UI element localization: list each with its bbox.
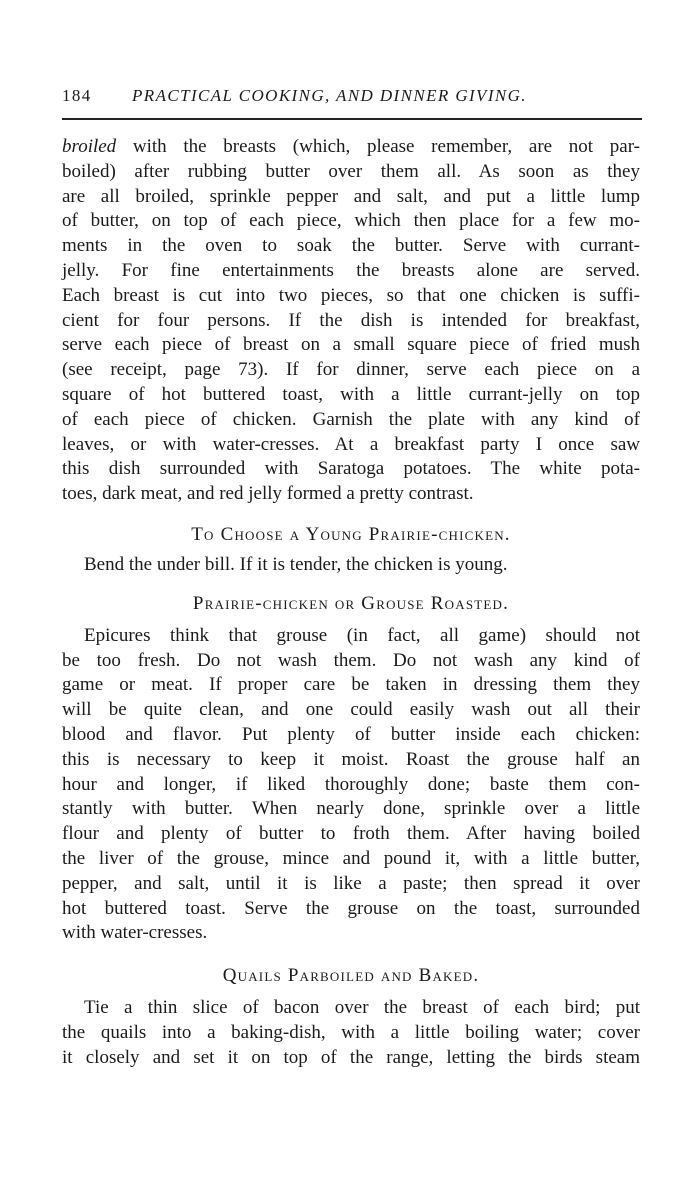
text-line: blood and flavor. Put plenty of butter inside each chicken: (62, 723, 640, 745)
text-line: are all broiled, sprinkle pepper and salt, and put a little lump (62, 185, 640, 207)
text-line: leaves, or with water-cresses. At a breakfast party I once saw (62, 433, 640, 455)
text-line: of butter, on top of each piece, which then place for a few mo- (62, 210, 640, 232)
text-line: ments in the oven to soak the butter. Serve with currant- (62, 235, 640, 257)
text-line: stantly with butter. When nearly done, sprinkle over a little (62, 798, 640, 820)
text-line: the liver of the grouse, mince and pound it, with a little butter, (62, 847, 640, 869)
section-heading-grouse-roasted: Prairie-chicken or Grouse Roasted. (192, 592, 510, 614)
text-line: game or meat. If proper care be taken in dressing them they (62, 674, 640, 696)
header-rule (62, 118, 642, 120)
running-head (62, 86, 642, 110)
text-line: hot buttered toast. Serve the grouse on the toast, surrounded (62, 897, 640, 919)
text-line: with water-cresses. (62, 922, 208, 944)
section-heading-quails-parboiled: Quails Parboiled and Baked. (222, 965, 480, 987)
paragraph-quails-parboiled (62, 996, 640, 1070)
page-number: 184 (62, 86, 92, 105)
text-line: toes, dark meat, and red jelly formed a pretty contrast. (62, 483, 474, 505)
paragraph-broiled-breasts (62, 135, 640, 507)
body-text (62, 135, 640, 1071)
text-line: be too fresh. Do not wash them. Do not wash any kind of (62, 649, 640, 671)
text-line: boiled) after rubbing butter over them all. As soon as they (62, 160, 640, 182)
text-line: (see receipt, page 73). If for dinner, serve each piece on a (62, 359, 640, 381)
text-line: square of hot buttered toast, with a little currant-jelly on top (62, 383, 640, 405)
text-line: Tie a thin slice of bacon over the breast of each bird; put (84, 997, 640, 1019)
text-line: Each breast is cut into two pieces, so that one chicken is suffi- (62, 284, 640, 306)
text-line: of each piece of chicken. Garnish the plate with any kind of (62, 408, 640, 430)
italic-word: broiled (62, 136, 117, 157)
paragraph-choose-prairie-chicken (62, 553, 640, 578)
text-line: broiled with the breasts (which, please remember, are not par- (62, 136, 640, 157)
text-line: Epicures think that grouse (in fact, all game) should not (84, 624, 640, 646)
section-heading-choose-prairie-chicken: To Choose a Young Prairie-chicken. (191, 523, 511, 545)
text-line: Bend the under bill. If it is tender, the chicken is young. (84, 553, 508, 575)
text-line: pepper, and salt, until it is like a paste; then spread it over (62, 872, 640, 894)
text-line: this is necessary to keep it moist. Roast the grouse half an (62, 748, 640, 770)
text-line: flour and plenty of butter to froth them. After having boiled (62, 823, 640, 845)
text-line: cient for four persons. If the dish is intended for breakfast, (62, 309, 640, 331)
paragraph-grouse-roasted (62, 624, 640, 946)
running-title: PRACTICAL COOKING, AND DINNER GIVING. (132, 86, 527, 105)
text-line: this dish surrounded with Saratoga potatoes. The white pota- (62, 458, 640, 480)
text-line: serve each piece of breast on a small square piece of fried mush (62, 334, 640, 356)
text-line: it closely and set it on top of the range, letting the birds steam (62, 1046, 640, 1068)
text-line: hour and longer, if liked thoroughly done; baste them con- (62, 773, 640, 795)
text-line: will be quite clean, and one could easily wash out all their (62, 699, 640, 721)
text-line: jelly. For fine entertainments the breasts alone are served. (62, 259, 640, 281)
text-line: the quails into a baking-dish, with a little boiling water; cover (62, 1021, 640, 1043)
